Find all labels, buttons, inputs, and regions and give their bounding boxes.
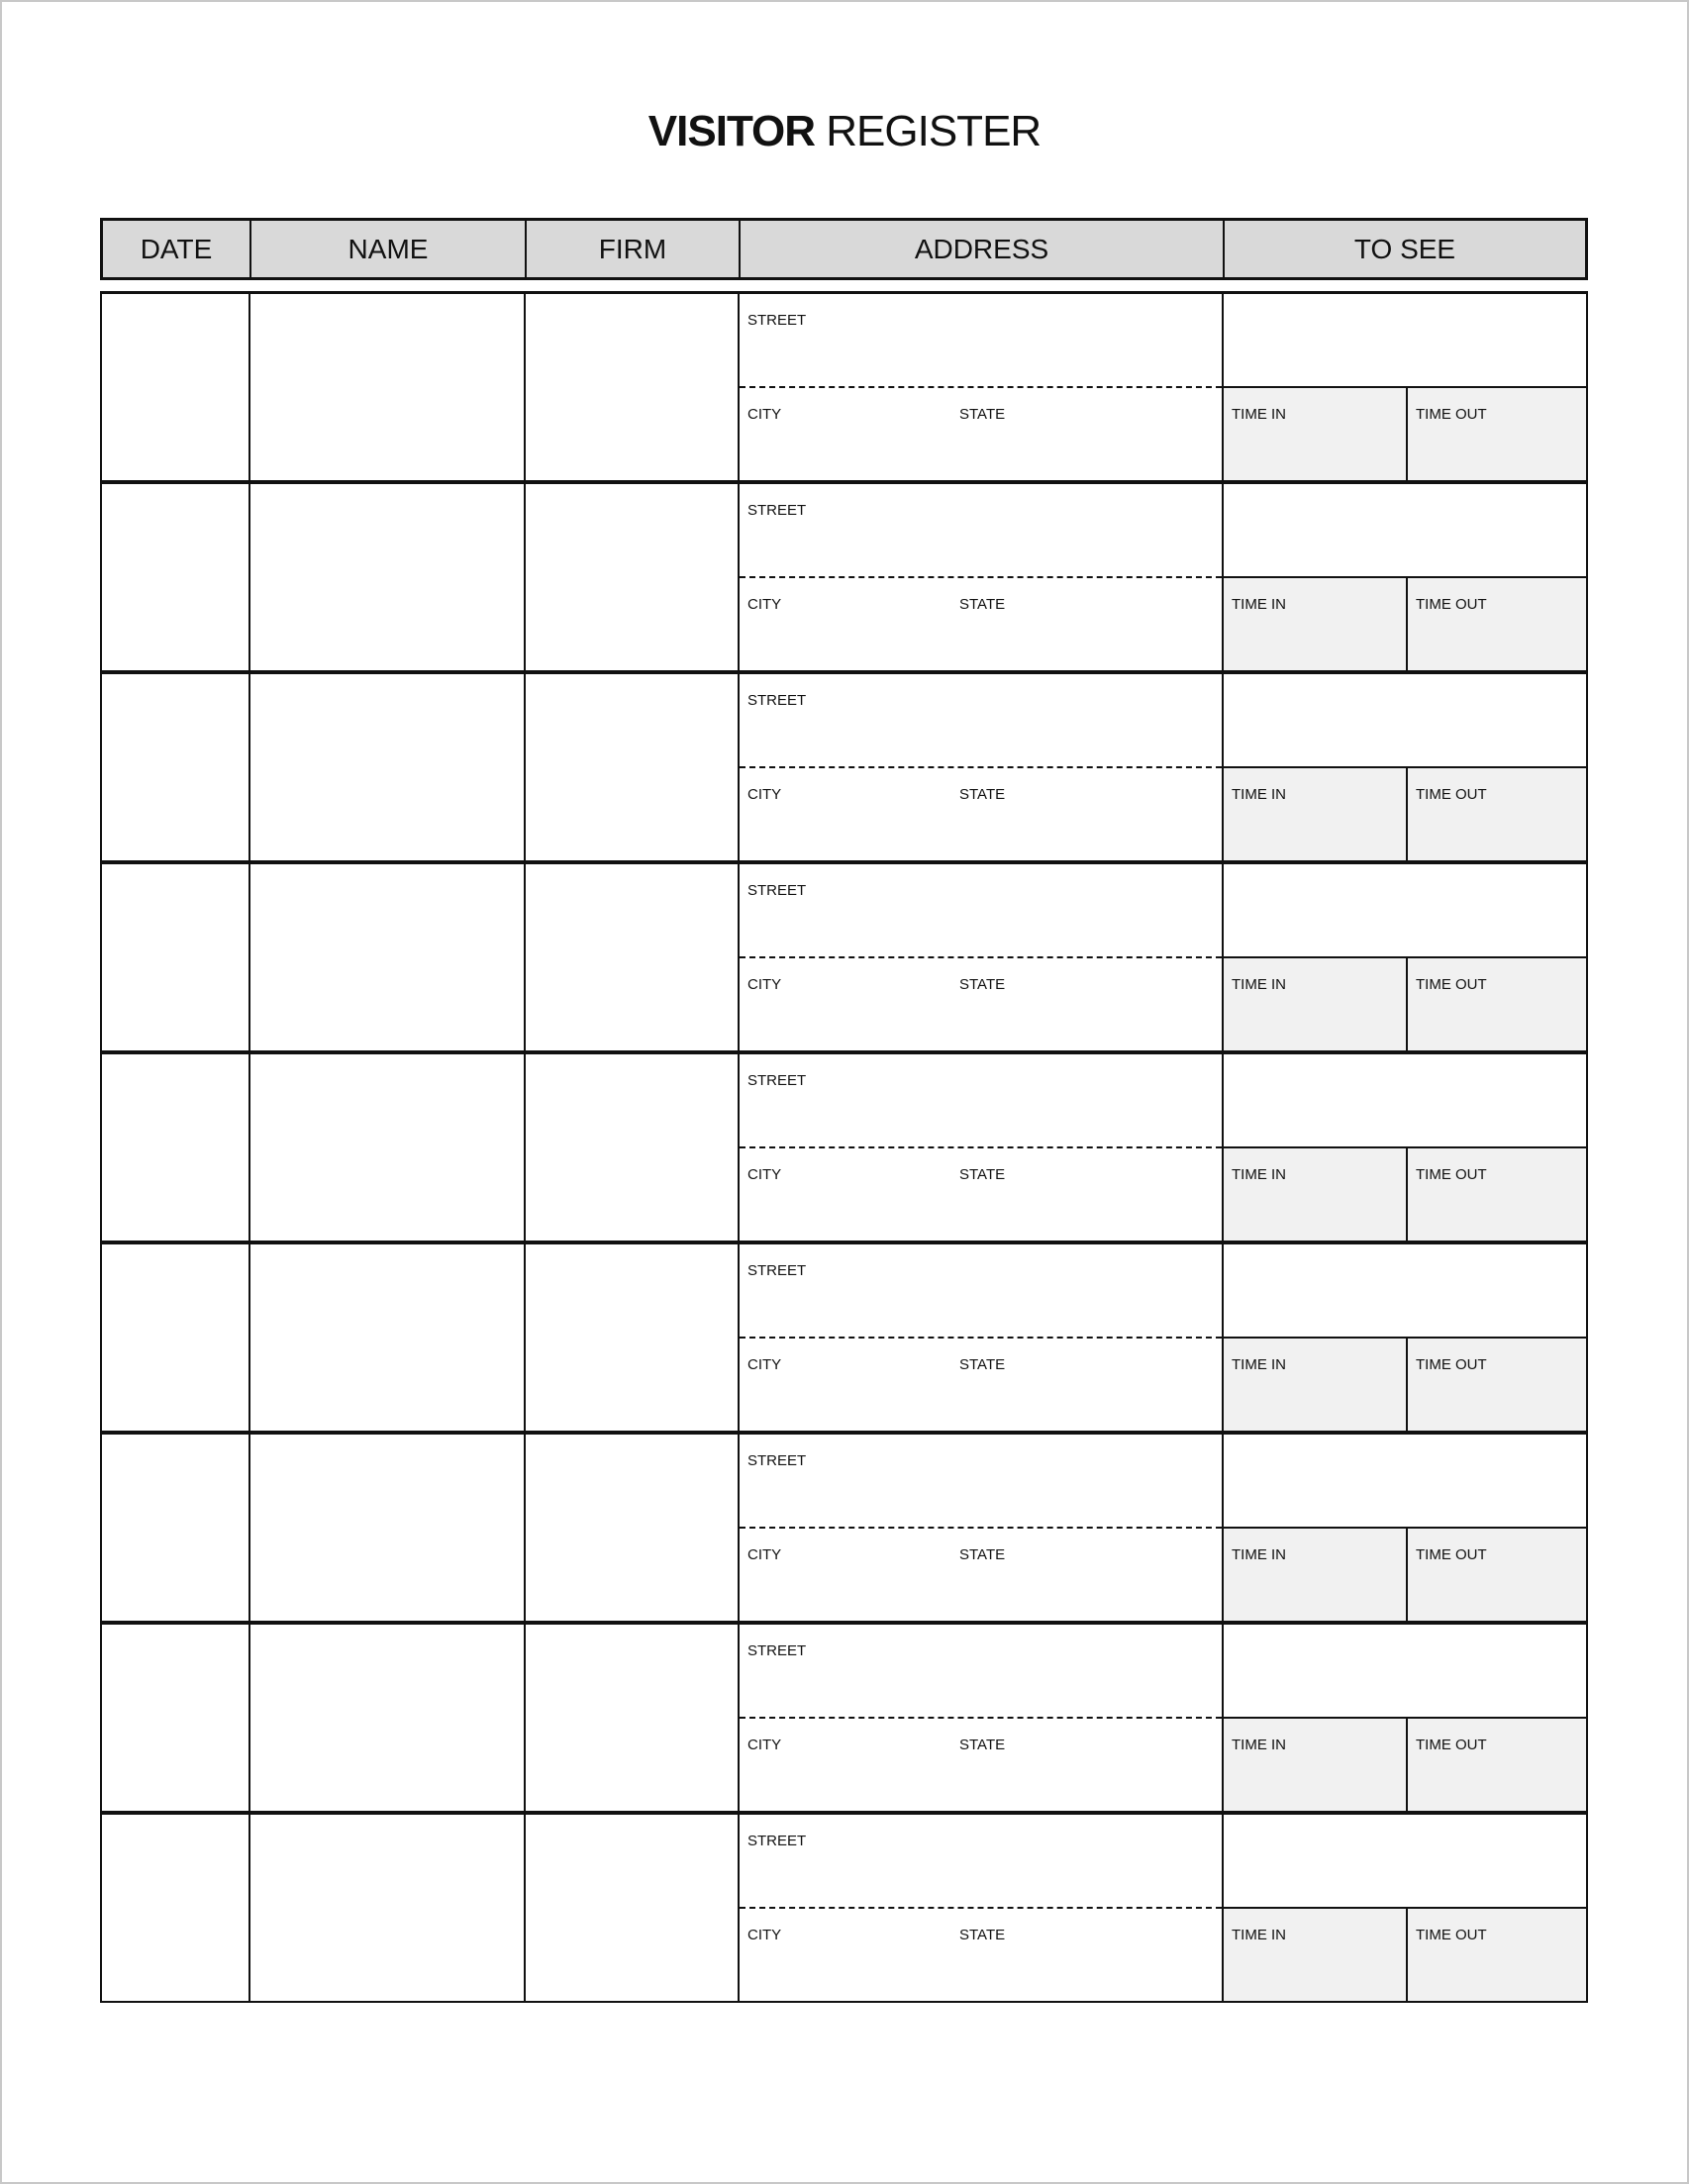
register-table	[100, 291, 1588, 2003]
firm-cell[interactable]	[526, 674, 740, 860]
name-cell[interactable]	[250, 1244, 526, 1431]
time-out-field[interactable]	[1408, 1719, 1586, 1811]
time-in-field[interactable]	[1224, 1339, 1408, 1431]
firm-cell[interactable]	[526, 1815, 740, 2001]
date-cell[interactable]	[102, 1244, 250, 1431]
to-see-field[interactable]	[1224, 294, 1586, 388]
firm-cell[interactable]	[526, 1625, 740, 1811]
street-label: STREET	[747, 1833, 807, 1849]
table-row	[100, 864, 1588, 1054]
time-in-field[interactable]	[1224, 958, 1408, 1050]
city-label: CITY	[747, 976, 782, 993]
name-cell[interactable]	[250, 294, 526, 480]
table-row	[100, 484, 1588, 674]
time-out-label: TIME OUT	[1416, 1356, 1487, 1373]
street-label: STREET	[747, 1452, 807, 1469]
times	[1224, 1529, 1586, 1621]
time-in-label: TIME IN	[1232, 1546, 1286, 1563]
city-label: CITY	[747, 1166, 782, 1183]
name-cell[interactable]	[250, 1054, 526, 1241]
street-field[interactable]	[740, 1435, 1222, 1529]
time-out-label: TIME OUT	[1416, 786, 1487, 803]
time-out-field[interactable]	[1408, 768, 1586, 860]
city-state-field[interactable]	[740, 1719, 1222, 1811]
street-field[interactable]	[740, 1054, 1222, 1148]
times	[1224, 388, 1586, 480]
firm-cell[interactable]	[526, 1435, 740, 1621]
firm-cell[interactable]	[526, 294, 740, 480]
city-label: CITY	[747, 1927, 782, 1943]
state-label: STATE	[959, 596, 1006, 613]
to-see-cell	[1224, 674, 1586, 860]
address-cell	[740, 484, 1224, 670]
street-field[interactable]	[740, 484, 1222, 578]
firm-cell[interactable]	[526, 484, 740, 670]
time-out-field[interactable]	[1408, 958, 1586, 1050]
city-label: CITY	[747, 406, 782, 423]
street-field[interactable]	[740, 294, 1222, 388]
address-cell	[740, 1054, 1224, 1241]
time-out-field[interactable]	[1408, 1148, 1586, 1241]
time-in-field[interactable]	[1224, 1148, 1408, 1241]
header-firm: FIRM	[527, 221, 741, 277]
time-out-field[interactable]	[1408, 1529, 1586, 1621]
time-in-label: TIME IN	[1232, 596, 1286, 613]
date-cell[interactable]	[102, 1435, 250, 1621]
to-see-field[interactable]	[1224, 1435, 1586, 1529]
date-cell[interactable]	[102, 294, 250, 480]
time-out-label: TIME OUT	[1416, 406, 1487, 423]
time-in-label: TIME IN	[1232, 406, 1286, 423]
to-see-cell	[1224, 864, 1586, 1050]
table-row	[100, 294, 1588, 484]
firm-cell[interactable]	[526, 1244, 740, 1431]
time-in-label: TIME IN	[1232, 976, 1286, 993]
state-label: STATE	[959, 786, 1006, 803]
table-row	[100, 1435, 1588, 1625]
to-see-cell	[1224, 1435, 1586, 1621]
time-out-label: TIME OUT	[1416, 1546, 1487, 1563]
to-see-cell	[1224, 1054, 1586, 1241]
header-address: ADDRESS	[741, 221, 1225, 277]
city-label: CITY	[747, 1356, 782, 1373]
header-to-see: TO SEE	[1353, 233, 1456, 264]
date-cell[interactable]	[102, 484, 250, 670]
time-out-field[interactable]	[1408, 1339, 1586, 1431]
street-label: STREET	[747, 882, 807, 899]
times	[1224, 1719, 1586, 1811]
address-cell	[740, 1625, 1224, 1811]
city-state-field[interactable]	[740, 578, 1222, 670]
name-cell[interactable]	[250, 1435, 526, 1621]
time-out-label: TIME OUT	[1416, 1166, 1487, 1183]
to-see-field[interactable]	[1224, 1054, 1586, 1148]
to-see-field[interactable]	[1224, 1244, 1586, 1339]
header-name: NAME	[251, 221, 527, 277]
date-cell[interactable]	[102, 864, 250, 1050]
time-in-field[interactable]	[1224, 768, 1408, 860]
page-title	[0, 107, 1689, 156]
street-label: STREET	[747, 502, 807, 519]
date-cell[interactable]	[102, 1054, 250, 1241]
to-see-cell	[1224, 1244, 1586, 1431]
table-row	[100, 1054, 1588, 1244]
table-row	[100, 1815, 1588, 2003]
times	[1224, 1148, 1586, 1241]
address-cell	[740, 1244, 1224, 1431]
street-field[interactable]	[740, 674, 1222, 768]
times	[1224, 958, 1586, 1050]
table-row	[100, 1244, 1588, 1435]
city-label: CITY	[747, 596, 782, 613]
street-label: STREET	[747, 1642, 807, 1659]
time-out-field[interactable]	[1408, 578, 1586, 670]
time-out-label: TIME OUT	[1416, 976, 1487, 993]
address-cell	[740, 1815, 1224, 2001]
city-state-field[interactable]	[740, 1148, 1222, 1241]
to-see-cell	[1224, 1625, 1586, 1811]
city-state-field[interactable]	[740, 1529, 1222, 1621]
time-in-field[interactable]	[1224, 1719, 1408, 1811]
time-in-field[interactable]	[1224, 1529, 1408, 1621]
to-see-field[interactable]	[1224, 674, 1586, 768]
time-out-field[interactable]	[1408, 1909, 1586, 2001]
times	[1224, 768, 1586, 860]
table-header	[100, 218, 1588, 280]
street-label: STREET	[747, 312, 807, 329]
time-out-label: TIME OUT	[1416, 596, 1487, 613]
time-in-field[interactable]	[1224, 388, 1408, 480]
street-label: STREET	[747, 1072, 807, 1089]
address-cell	[740, 1435, 1224, 1621]
street-field[interactable]	[740, 1815, 1222, 1909]
times	[1224, 578, 1586, 670]
firm-cell[interactable]	[526, 864, 740, 1050]
table-row	[100, 674, 1588, 864]
to-see-cell	[1224, 1815, 1586, 2001]
to-see-field[interactable]	[1224, 484, 1586, 578]
city-label: CITY	[747, 786, 782, 803]
name-cell[interactable]	[250, 674, 526, 860]
to-see-cell	[1224, 484, 1586, 670]
street-field[interactable]	[740, 1625, 1222, 1719]
state-label: STATE	[959, 1166, 1006, 1183]
date-cell[interactable]	[102, 1815, 250, 2001]
time-in-label: TIME IN	[1232, 786, 1286, 803]
city-state-field[interactable]	[740, 768, 1222, 860]
time-in-label: TIME IN	[1232, 1927, 1286, 1943]
city-state-field[interactable]	[740, 958, 1222, 1050]
firm-cell[interactable]	[526, 1054, 740, 1241]
time-out-label: TIME OUT	[1416, 1927, 1487, 1943]
city-label: CITY	[747, 1546, 782, 1563]
city-label: CITY	[747, 1737, 782, 1753]
city-state-field[interactable]	[740, 1909, 1222, 2001]
header-date: DATE	[103, 221, 251, 277]
time-in-label: TIME IN	[1232, 1356, 1286, 1373]
city-state-field[interactable]	[740, 1339, 1222, 1431]
name-cell[interactable]	[250, 864, 526, 1050]
title-bold: VISITOR	[647, 107, 816, 155]
to-see-field[interactable]	[1224, 864, 1586, 958]
street-label: STREET	[747, 692, 807, 709]
address-cell	[740, 294, 1224, 480]
title-regular: REGISTER	[826, 107, 1042, 155]
state-label: STATE	[959, 406, 1006, 423]
time-in-label: TIME IN	[1232, 1166, 1286, 1183]
table-row	[100, 1625, 1588, 1815]
state-label: STATE	[959, 1356, 1006, 1373]
time-out-field[interactable]	[1408, 388, 1586, 480]
city-state-field[interactable]	[740, 388, 1222, 480]
address-cell	[740, 864, 1224, 1050]
date-cell[interactable]	[102, 1625, 250, 1811]
street-field[interactable]	[740, 1244, 1222, 1339]
time-out-label: TIME OUT	[1416, 1737, 1487, 1753]
time-in-label: TIME IN	[1232, 1737, 1286, 1753]
times	[1224, 1339, 1586, 1431]
name-cell[interactable]	[250, 484, 526, 670]
times	[1224, 1909, 1586, 2001]
address-cell	[740, 674, 1224, 860]
date-cell[interactable]	[102, 674, 250, 860]
state-label: STATE	[959, 976, 1006, 993]
time-in-field[interactable]	[1224, 578, 1408, 670]
street-field[interactable]	[740, 864, 1222, 958]
to-see-cell	[1224, 294, 1586, 480]
time-in-field[interactable]	[1224, 1909, 1408, 2001]
to-see-field[interactable]	[1224, 1625, 1586, 1719]
name-cell[interactable]	[250, 1625, 526, 1811]
state-label: STATE	[959, 1546, 1006, 1563]
street-label: STREET	[747, 1262, 807, 1279]
state-label: STATE	[959, 1737, 1006, 1753]
name-cell[interactable]	[250, 1815, 526, 2001]
state-label: STATE	[959, 1927, 1006, 1943]
to-see-field[interactable]	[1224, 1815, 1586, 1909]
